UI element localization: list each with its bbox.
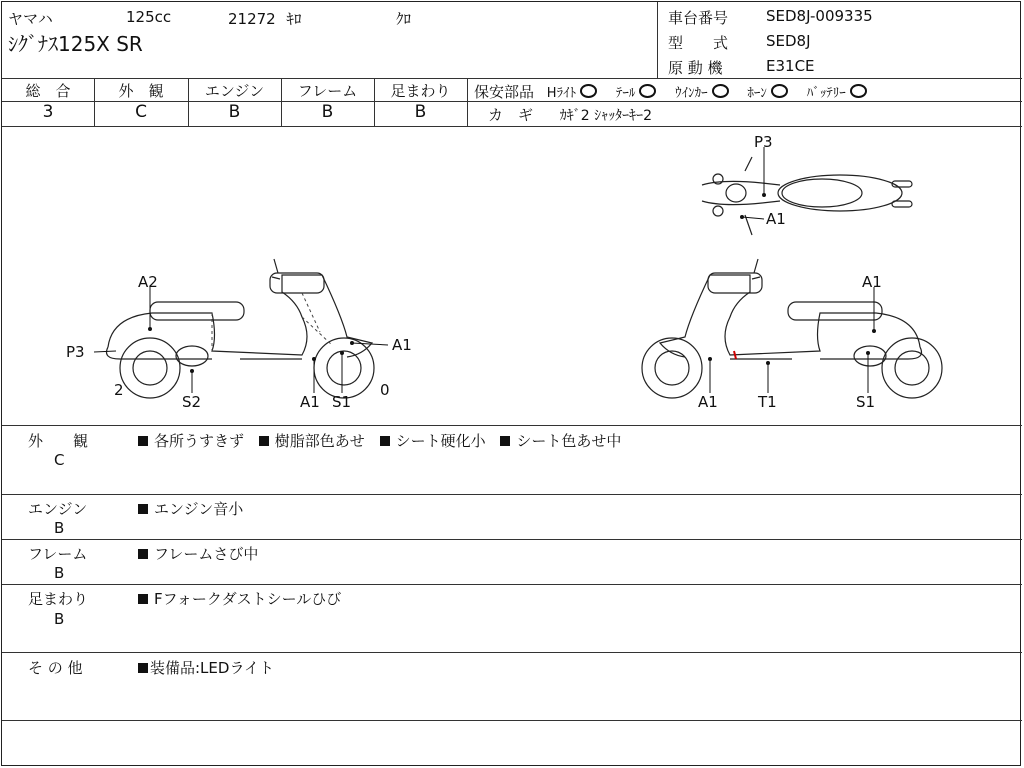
- note-other-items: [138, 657, 274, 678]
- damage-diagram: [2, 127, 1022, 425]
- maker: ヤマハ: [8, 10, 53, 28]
- ok-circle-icon: [850, 84, 867, 98]
- note-engine-label: エンジン: [28, 500, 88, 518]
- key-value: ｶｷﾞ2 ｼｬｯﾀｰｷｰ2: [559, 108, 653, 124]
- grade-engine-value: B: [228, 102, 241, 122]
- note-item: 装備品:LEDライト: [150, 659, 274, 677]
- label-right-a1-top: A1: [862, 273, 882, 291]
- divider: [2, 652, 1022, 653]
- divider: [467, 78, 468, 126]
- label-left-a2: A2: [138, 273, 158, 291]
- battery-label: ﾊﾞｯﾃﾘｰ: [806, 86, 846, 101]
- note-exterior-label: 外 観: [28, 432, 89, 450]
- bullet-square-icon: [380, 436, 390, 446]
- note-suspension-items: [138, 588, 341, 609]
- note-item: Fフォークダストシールひび: [154, 590, 342, 608]
- bullet-square-icon: [500, 436, 510, 446]
- model-type-label: 型 式: [668, 34, 729, 52]
- divider: [2, 494, 1022, 495]
- bullet-square-icon: [138, 549, 148, 559]
- key-info: [488, 104, 652, 125]
- note-item: エンジン音小: [154, 500, 244, 518]
- note-exterior-grade: C: [54, 451, 65, 469]
- bullet-square-icon: [138, 436, 148, 446]
- ok-circle-icon: [771, 84, 788, 98]
- divider: [2, 425, 1022, 426]
- grade-exterior-label: 外 観: [118, 82, 164, 100]
- label-left-s1: S1: [332, 393, 352, 411]
- label-right-a1: A1: [698, 393, 718, 411]
- grade-suspension-value: B: [414, 102, 427, 122]
- frame-number-label: 車台番号: [668, 9, 729, 27]
- key-label: カ ギ: [488, 106, 534, 124]
- grade-total-value: 3: [42, 102, 54, 122]
- divider: [2, 539, 1022, 540]
- label-top-a1: A1: [766, 210, 786, 228]
- note-engine-items: [138, 498, 243, 519]
- ok-circle-icon: [712, 84, 729, 98]
- label-left-s2: S2: [182, 393, 202, 411]
- note-item: フレームさび中: [154, 545, 259, 563]
- bullet-square-icon: [259, 436, 269, 446]
- bullet-square-icon: [138, 504, 148, 514]
- divider: [2, 584, 1022, 585]
- engine-code: E31CE: [766, 57, 815, 75]
- note-item: 各所うすきず: [154, 432, 245, 450]
- horn-label: ﾎｰﾝ: [747, 86, 767, 101]
- divider: [2, 720, 1022, 721]
- color: ｸﾛ: [396, 10, 412, 28]
- ok-circle-icon: [639, 84, 656, 98]
- grade-frame-value: B: [321, 102, 334, 122]
- model-type: SED8J: [766, 32, 811, 50]
- note-engine-grade: B: [54, 519, 65, 537]
- displacement: 125cc: [126, 8, 172, 26]
- note-suspension-grade: B: [54, 610, 65, 628]
- mileage: [228, 8, 302, 29]
- inspection-sheet: [1, 1, 1021, 766]
- divider: [2, 78, 1022, 79]
- label-left-p3: P3: [66, 343, 85, 361]
- label-top-p3: P3: [754, 133, 773, 151]
- mileage-unit: ｷﾛ: [286, 10, 302, 28]
- label-right-t1: T1: [758, 393, 777, 411]
- note-frame-items: [138, 543, 258, 564]
- label-left-a1: A1: [300, 393, 320, 411]
- grade-engine-label: エンジン: [204, 82, 265, 100]
- grade-frame-label: フレーム: [297, 82, 358, 100]
- headlight-label: Hﾗｲﾄ: [546, 86, 577, 101]
- taillight-label: ﾃｰﾙ: [615, 86, 636, 101]
- note-frame-label: フレーム: [28, 545, 88, 563]
- grade-suspension-label: 足まわり: [390, 82, 451, 100]
- note-item: 樹脂部色あせ: [274, 432, 365, 450]
- grade-total-label: 総 合: [25, 82, 71, 100]
- frame-number: SED8J-009335: [766, 7, 873, 25]
- note-exterior-items: [138, 430, 621, 451]
- ok-circle-icon: [580, 84, 597, 98]
- scooter-right-view: [642, 259, 942, 398]
- winker-label: ｳｲﾝｶｰ: [675, 86, 708, 101]
- damage-mark: [734, 351, 736, 359]
- engine-code-label: 原 動 機: [668, 59, 723, 77]
- label-left-2: 2: [114, 381, 124, 399]
- header-divider: [657, 2, 658, 78]
- label-left-a1-front: A1: [392, 336, 412, 354]
- scooter-top-view: [702, 157, 912, 235]
- leader-line: [742, 217, 764, 219]
- bullet-square-icon: [138, 594, 148, 604]
- safety-label: 保安部品: [474, 83, 535, 101]
- grade-exterior-value: C: [135, 102, 147, 122]
- model-name: ｼｸﾞﾅｽ125X SR: [8, 32, 143, 56]
- safety-parts: [474, 81, 867, 102]
- label-left-0: 0: [380, 381, 390, 399]
- note-suspension-label: 足まわり: [28, 590, 89, 608]
- note-item: シート色あせ中: [516, 432, 622, 450]
- note-item: シート硬化小: [395, 432, 486, 450]
- bullet-square-icon: [138, 663, 148, 673]
- note-frame-grade: B: [54, 564, 65, 582]
- leader-line: [94, 351, 116, 352]
- label-right-s1: S1: [856, 393, 876, 411]
- mileage-value: 21272: [228, 10, 276, 28]
- note-other-label: そ の 他: [28, 659, 83, 677]
